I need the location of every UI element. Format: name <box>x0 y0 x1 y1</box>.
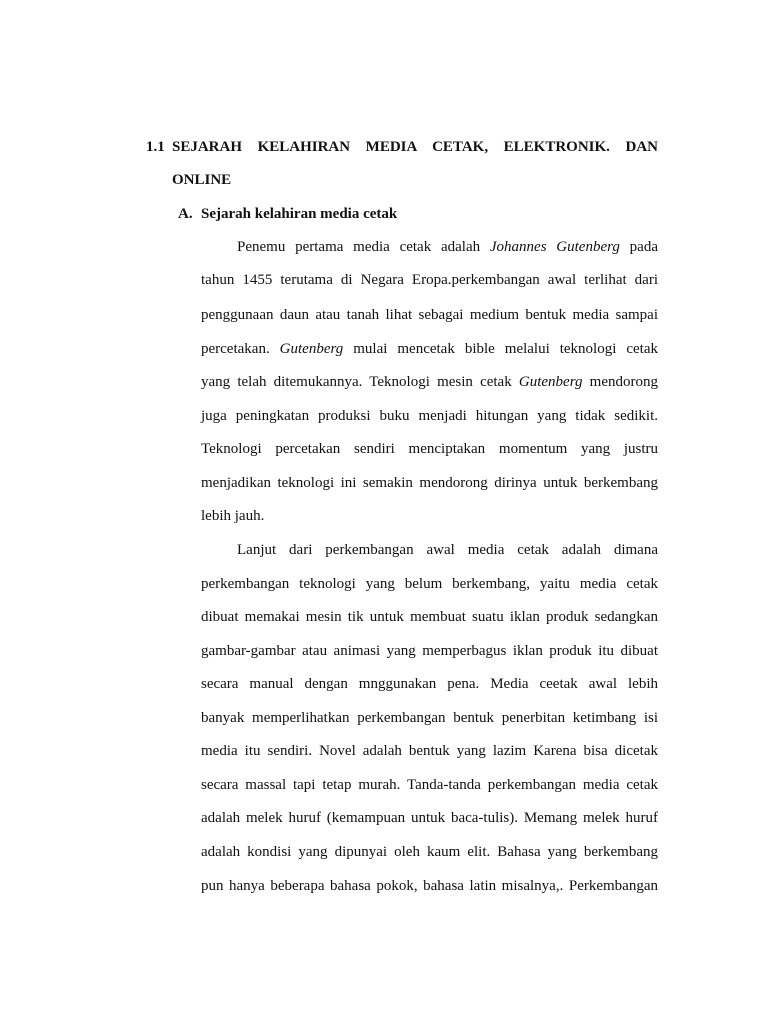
paragraph2-line: secara manual dengan mnggunakan pena. Media ceetak awal lebih <box>201 676 658 692</box>
paragraph1-line: lebih jauh. <box>201 508 265 524</box>
paragraph2-line: gambar-gambar atau animasi yang memperbagus iklan produk itu dibuat <box>201 643 658 659</box>
paragraph1-line <box>237 237 658 257</box>
italic-name: Johannes Gutenberg <box>489 239 620 255</box>
paragraph1-line: menjadikan teknologi ini semakin mendorong dirinya untuk berkembang <box>201 475 658 491</box>
section-title-line1: SEJARAH KELAHIRAN MEDIA CETAK, ELEKTRONIK. DAN <box>172 139 658 155</box>
paragraph2-line: adalah melek huruf (kemampuan untuk baca-tulis). Memang melek huruf <box>201 810 658 826</box>
text-run: mulai mencetak bible melalui teknologi cetak <box>343 341 658 357</box>
italic-name: Gutenberg <box>279 341 344 357</box>
paragraph2-line: secara massal tapi tetap murah. Tanda-tanda perkembangan media cetak <box>201 777 658 793</box>
paragraph1-line: tahun 1455 terutama di Negara Eropa.perkembangan awal terlihat dari <box>201 272 658 288</box>
paragraph2-line: perkembangan teknologi yang belum berkembang, yaitu media cetak <box>201 576 658 592</box>
italic-name: Gutenberg <box>518 374 583 390</box>
text-run: yang telah ditemukannya. Teknologi mesin cetak <box>201 374 519 390</box>
section-number: 1.1 <box>146 139 165 155</box>
subsection-heading <box>178 204 397 224</box>
subsection-label: A. <box>178 206 193 222</box>
paragraph2-line: pun hanya beberapa bahasa pokok, bahasa latin misalnya,. Perkembangan <box>201 878 658 894</box>
text-run: mendorong <box>582 374 658 390</box>
paragraph2-line: adalah kondisi yang dipunyai oleh kaum elit. Bahasa yang berkembang <box>201 844 658 860</box>
paragraph1-line <box>201 372 658 392</box>
subsection-title: Sejarah kelahiran media cetak <box>201 206 398 222</box>
paragraph2-line: dibuat memakai mesin tik untuk membuat suatu iklan produk sedangkan <box>201 609 658 625</box>
text-run: Penemu pertama media cetak adalah <box>237 239 490 255</box>
paragraph1-line: juga peningkatan produksi buku menjadi hitungan yang tidak sedikit. <box>201 408 658 424</box>
section-title-line2: ONLINE <box>172 172 232 188</box>
text-run: percetakan. <box>201 341 280 357</box>
paragraph2-line: media itu sendiri. Novel adalah bentuk yang lazim Karena bisa dicetak <box>201 743 658 759</box>
paragraph2-line: banyak memperlihatkan perkembangan bentuk penerbitan ketimbang isi <box>201 710 658 726</box>
paragraph1-line: Teknologi percetakan sendiri menciptakan momentum yang justru <box>201 441 658 457</box>
paragraph1-line <box>201 339 658 359</box>
text-run: pada <box>619 239 658 255</box>
paragraph2-line: Lanjut dari perkembangan awal media cetak adalah dimana <box>237 542 658 558</box>
section-heading <box>146 137 658 157</box>
paragraph1-line: penggunaan daun atau tanah lihat sebagai medium bentuk media sampai <box>201 307 658 323</box>
